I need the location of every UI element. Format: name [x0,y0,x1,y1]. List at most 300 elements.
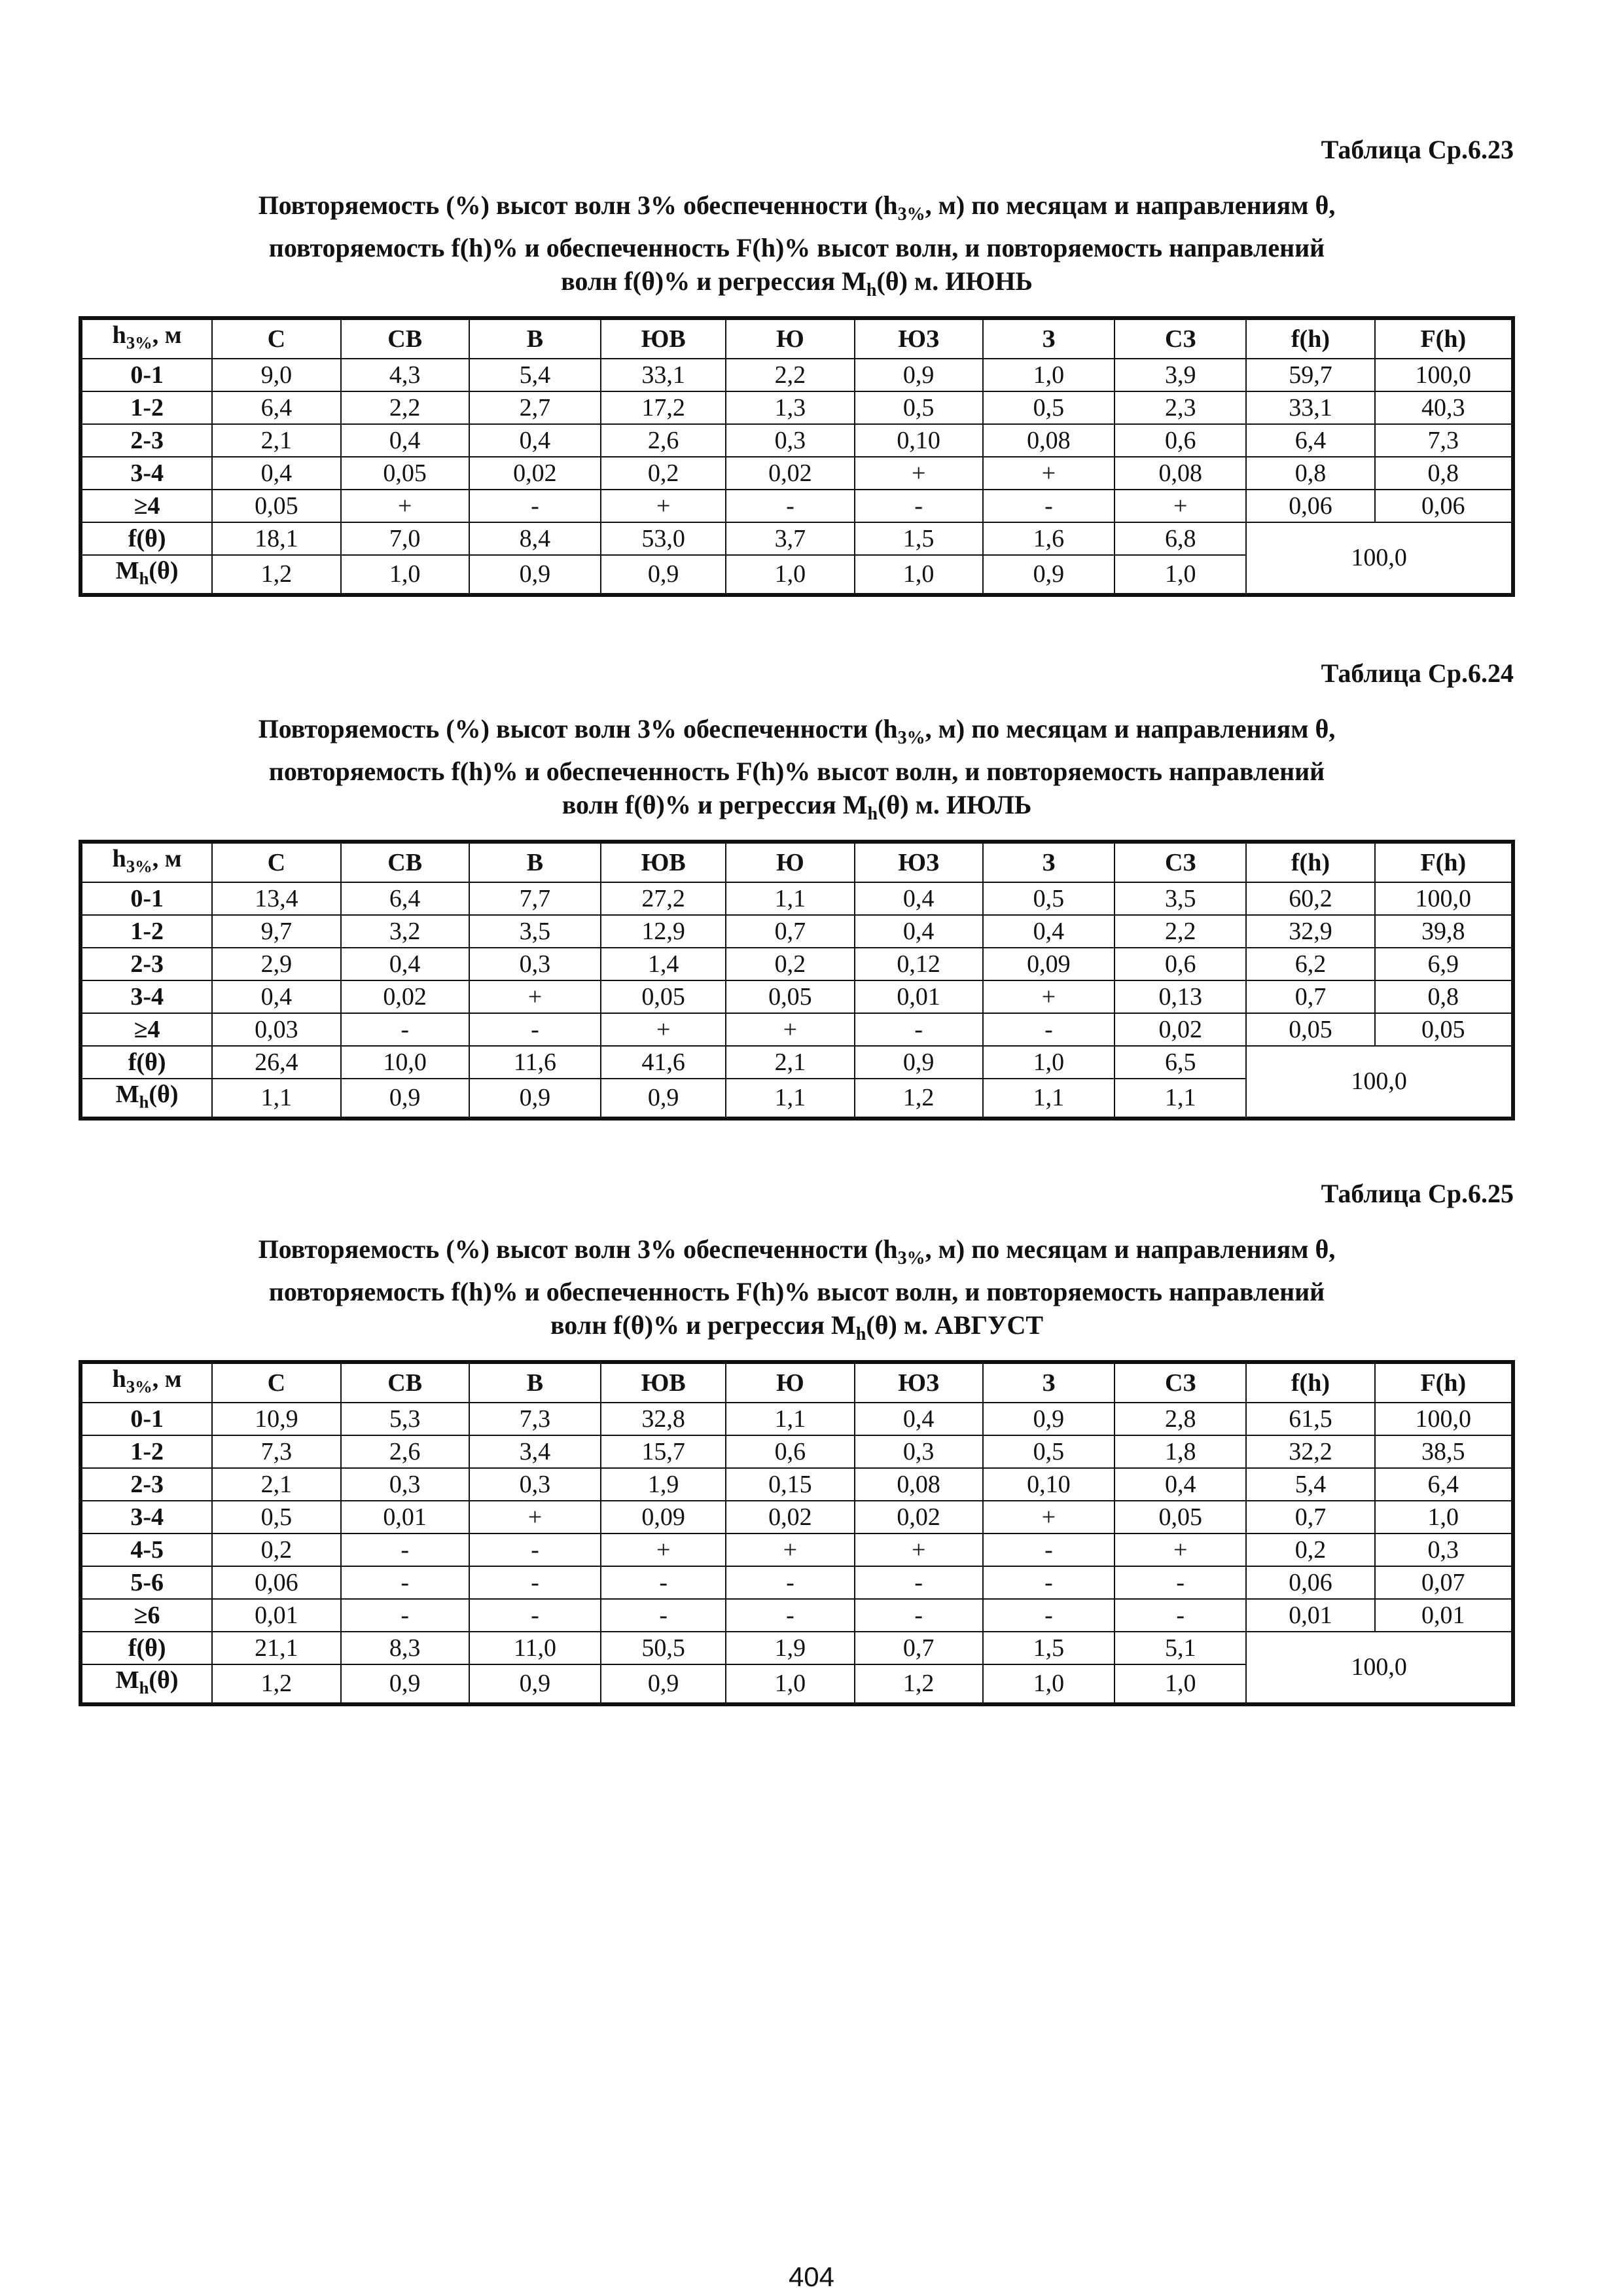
table-cell: 0,06 [212,1566,340,1599]
table-row [80,915,1513,948]
table-cell: - [601,1566,726,1599]
table-cell: 0,02 [469,457,601,490]
table-cell: + [726,1534,854,1566]
column-header: СЗ [1115,318,1246,359]
table-cell: 6,4 [1375,1468,1513,1501]
table-cell: 1,0 [726,1664,854,1705]
table-cell: 0,4 [855,915,983,948]
table-cell: 1,6 [983,522,1115,555]
column-header: С [212,842,340,882]
table-cell: 0,3 [855,1435,983,1468]
table-cell: 0,08 [983,424,1115,457]
table-cell: 0,9 [855,1046,983,1079]
table-cell: 7,3 [469,1403,601,1435]
table-cell: 0,02 [726,457,854,490]
table-cell: 0,13 [1115,980,1246,1013]
table-cell: 3,4 [469,1435,601,1468]
table-cell: 1,0 [341,555,469,596]
table-cell: 0,9 [855,359,983,391]
table-cell: 41,6 [601,1046,726,1079]
table-cell: 61,5 [1246,1403,1374,1435]
table-cell: 0,4 [341,424,469,457]
table-cell: 2,2 [341,391,469,424]
table-cell: 0,05 [1115,1501,1246,1534]
caption-line: повторяемость f(h)% и обеспеченность F(h)% высот волн, и повторяемость направлений [268,233,1325,262]
table-cell: 0,10 [855,424,983,457]
table-cell: 0,2 [212,1534,340,1566]
table-cell: 0,9 [469,555,601,596]
table-cell: 100,0 [1375,1403,1513,1435]
table-cell: 1,1 [726,1079,854,1119]
table-cell: 0,4 [983,915,1115,948]
table-cell: 0,4 [212,980,340,1013]
table-cell: 2,1 [212,424,340,457]
table-cell: - [726,1599,854,1632]
table-caption [79,712,1515,831]
table-cell: 0,02 [1115,1013,1246,1046]
table-row [80,1403,1513,1435]
table-header [80,318,1513,359]
table-cell: 0,9 [469,1079,601,1119]
column-header: ЮВ [601,318,726,359]
table-cell: - [341,1599,469,1632]
table-cell: 0,2 [726,948,854,980]
column-header: F(h) [1375,318,1513,359]
column-header: Ю [726,842,854,882]
table-cell: 21,1 [212,1632,340,1664]
table-cell: 0,05 [1375,1013,1513,1046]
table-cell: 1,1 [726,1403,854,1435]
row-header-cell: 5-6 [80,1566,212,1599]
table-cell: 1,5 [855,522,983,555]
table-cell: + [983,457,1115,490]
column-header: СЗ [1115,842,1246,882]
table-cell: + [601,1013,726,1046]
column-header: СВ [341,1362,469,1403]
table-cell: 3,5 [1115,882,1246,915]
table-cell: 1,1 [1115,1079,1246,1119]
table-cell: 5,3 [341,1403,469,1435]
table-cell: 1,2 [212,1664,340,1705]
column-header: F(h) [1375,842,1513,882]
table-row [80,948,1513,980]
table-cell: 33,1 [1246,391,1374,424]
header-row [80,1362,1513,1403]
table-cell: 26,4 [212,1046,340,1079]
table-body [80,1403,1513,1705]
table-cell: 0,02 [855,1501,983,1534]
table-cell: 0,9 [601,1664,726,1705]
table-cell: 7,0 [341,522,469,555]
column-header: ЮЗ [855,1362,983,1403]
table-cell: 0,8 [1246,457,1374,490]
table-cell: - [983,1534,1115,1566]
table-cell: 9,7 [212,915,340,948]
column-header: З [983,1362,1115,1403]
table-row [80,359,1513,391]
caption-line: повторяемость f(h)% и обеспеченность F(h)% высот волн, и повторяемость направлений [268,1277,1325,1306]
table-cell: 0,5 [212,1501,340,1534]
table-cell: 1,2 [855,1079,983,1119]
data-table [79,1360,1515,1706]
table-cell: + [601,1534,726,1566]
total-cell: 100,0 [1246,1046,1513,1119]
table-cell: 4,3 [341,359,469,391]
table-body [80,359,1513,596]
table-cell: 1,3 [726,391,854,424]
table-cell: 6,4 [212,391,340,424]
table-row [80,457,1513,490]
table-caption [79,1232,1515,1351]
row-header-cell: ≥4 [80,1013,212,1046]
table-cell: 40,3 [1375,391,1513,424]
column-header: F(h) [1375,1362,1513,1403]
table-cell: 8,4 [469,522,601,555]
table-label: Таблица Ср.6.25 [1321,1179,1514,1208]
table-cell: + [855,1534,983,1566]
table-cell: 0,08 [855,1468,983,1501]
table-cell: 0,06 [1375,490,1513,522]
table-cell: 1,0 [983,1046,1115,1079]
table-cell: 5,4 [469,359,601,391]
table-cell: 0,3 [341,1468,469,1501]
table-cell: 6,5 [1115,1046,1246,1079]
table-cell: 3,9 [1115,359,1246,391]
row-header-cell: 0-1 [80,359,212,391]
column-header: $h_{3\%}$, м [80,842,212,882]
caption-line: волн f(θ)% и регрессия $M_h(\theta)$ м. ИЮНЬ [561,266,1033,300]
table-cell: 0,4 [341,948,469,980]
table-cell: 2,2 [1115,915,1246,948]
table-cell: - [469,1013,601,1046]
table-header [80,842,1513,882]
table-cell: 1,9 [601,1468,726,1501]
table-cell: 0,02 [341,980,469,1013]
row-header-cell: $M_h(\theta)$ [80,555,212,596]
table-row [80,882,1513,915]
table-cell: 0,09 [601,1501,726,1534]
table-cell: + [469,980,601,1013]
table-cell: - [341,1566,469,1599]
table-cell: 32,8 [601,1403,726,1435]
table-cell: 0,15 [726,1468,854,1501]
table-cell: 1,1 [726,882,854,915]
table-cell: 0,9 [983,555,1115,596]
table-cell: 0,5 [983,1435,1115,1468]
table-cell: + [341,490,469,522]
table-row [80,1468,1513,1501]
table-cell: - [983,1566,1115,1599]
total-cell: 100,0 [1246,522,1513,596]
row-header-cell: ≥6 [80,1599,212,1632]
table-cell: 2,6 [341,1435,469,1468]
direction-frequency-row [80,1632,1513,1664]
column-header: С [212,318,340,359]
table-cell: 2,2 [726,359,854,391]
table-cell: 0,9 [601,555,726,596]
table-cell: - [1115,1599,1246,1632]
page-number: 404 [788,2261,835,2292]
table-cell: 0,3 [1375,1534,1513,1566]
table-cell: 0,9 [601,1079,726,1119]
table-cell: 0,4 [212,457,340,490]
table-cell: 2,6 [601,424,726,457]
total-cell: 100,0 [1246,1632,1513,1705]
row-header-cell: 0-1 [80,1403,212,1435]
table-cell: 0,01 [855,980,983,1013]
table-cell: 0,7 [1246,980,1374,1013]
column-header: В [469,842,601,882]
header-row [80,842,1513,882]
table-cell: - [855,1599,983,1632]
table-cell: - [469,1534,601,1566]
column-header: ЮЗ [855,318,983,359]
data-table [79,840,1515,1121]
table-cell: - [341,1534,469,1566]
column-header: СВ [341,318,469,359]
table-cell: 2,1 [212,1468,340,1501]
table-cell: 9,0 [212,359,340,391]
table-cell: 0,05 [1246,1013,1374,1046]
table-cell: 0,12 [855,948,983,980]
caption-line: Повторяемость (%) высот волн 3% обеспеченности ($h_{3\%}$, м) по месяцам и направлениям θ, [258,1234,1336,1268]
table-cell: 0,6 [1115,424,1246,457]
caption-line: повторяемость f(h)% и обеспеченность F(h)% высот волн, и повторяемость направлений [268,757,1325,786]
row-header-cell: f(θ) [80,522,212,555]
table-cell: - [983,1599,1115,1632]
table-cell: + [1115,490,1246,522]
table-cell: 60,2 [1246,882,1374,915]
table-cell: 0,09 [983,948,1115,980]
table-cell: 0,06 [1246,1566,1374,1599]
caption-line: Повторяемость (%) высот волн 3% обеспеченности ($h_{3\%}$, м) по месяцам и направлениям θ, [258,190,1336,224]
table-cell: 5,1 [1115,1632,1246,1664]
table-cell: 0,9 [341,1079,469,1119]
table-cell: 0,9 [341,1664,469,1705]
table-cell: 13,4 [212,882,340,915]
row-header-cell: ≥4 [80,490,212,522]
table-cell: 1,2 [855,1664,983,1705]
table-cell: 0,01 [341,1501,469,1534]
column-header: f(h) [1246,842,1374,882]
table-cell: 0,3 [469,1468,601,1501]
row-header-cell: 1-2 [80,391,212,424]
table-row [80,1534,1513,1566]
table-cell: 0,4 [469,424,601,457]
row-header-cell: 2-3 [80,424,212,457]
table-cell: 1,0 [983,1664,1115,1705]
table-cell: 0,7 [1246,1501,1374,1534]
row-header-cell: $M_h(\theta)$ [80,1079,212,1119]
table-cell: 11,6 [469,1046,601,1079]
table-cell: 7,3 [1375,424,1513,457]
table-cell: 100,0 [1375,359,1513,391]
table-cell: 0,01 [1246,1599,1374,1632]
table-row [80,490,1513,522]
table-cell: 39,8 [1375,915,1513,948]
table-cell: 0,07 [1375,1566,1513,1599]
table-cell: 1,0 [1375,1501,1513,1534]
table-cell: 0,05 [726,980,854,1013]
table-cell: - [983,490,1115,522]
table-cell: 2,9 [212,948,340,980]
table-cell: 0,2 [601,457,726,490]
table-cell: 11,0 [469,1632,601,1664]
table-cell: - [726,1566,854,1599]
table-cell: 3,2 [341,915,469,948]
table-row [80,1566,1513,1599]
table-cell: 0,9 [469,1664,601,1705]
table-row [80,1501,1513,1534]
table-cell: 1,1 [983,1079,1115,1119]
caption-line: волн f(θ)% и регрессия $M_h(\theta)$ м. ИЮЛЬ [562,790,1032,824]
table-cell: - [601,1599,726,1632]
table-cell: + [1115,1534,1246,1566]
table-cell: 33,1 [601,359,726,391]
table-cell: + [855,457,983,490]
table-cell: 0,05 [212,490,340,522]
table-cell: 0,4 [855,882,983,915]
table-cell: 10,9 [212,1403,340,1435]
data-table [79,316,1515,597]
table-cell: 0,05 [341,457,469,490]
row-header-cell: 3-4 [80,457,212,490]
table-cell: - [983,1013,1115,1046]
table-cell: 10,0 [341,1046,469,1079]
table-caption [79,188,1515,307]
table-block-6-25 [79,1178,1515,1706]
table-cell: + [983,1501,1115,1534]
table-cell: + [469,1501,601,1534]
table-cell: 6,4 [1246,424,1374,457]
row-header-cell: 2-3 [80,1468,212,1501]
column-header: СВ [341,842,469,882]
table-cell: 0,8 [1375,980,1513,1013]
column-header: ЮЗ [855,842,983,882]
table-block-6-23 [79,134,1515,597]
row-header-cell: 1-2 [80,915,212,948]
column-header: З [983,842,1115,882]
table-cell: 1,0 [726,555,854,596]
table-row [80,424,1513,457]
row-header-cell: 0-1 [80,882,212,915]
table-cell: 50,5 [601,1632,726,1664]
table-cell: 1,0 [1115,1664,1246,1705]
table-cell: 0,6 [726,1435,854,1468]
table-cell: 1,1 [212,1079,340,1119]
column-header: С [212,1362,340,1403]
table-header [80,1362,1513,1403]
table-cell: + [983,980,1115,1013]
table-cell: - [855,490,983,522]
table-cell: - [341,1013,469,1046]
table-cell: 1,8 [1115,1435,1246,1468]
table-cell: 8,3 [341,1632,469,1664]
table-cell: 0,7 [726,915,854,948]
table-cell: - [726,490,854,522]
table-cell: 0,2 [1246,1534,1374,1566]
table-block-6-24 [79,658,1515,1121]
table-cell: 2,1 [726,1046,854,1079]
table-cell: 1,5 [983,1632,1115,1664]
table-cell: 32,9 [1246,915,1374,948]
table-cell: 2,3 [1115,391,1246,424]
table-cell: 0,8 [1375,457,1513,490]
table-cell: 38,5 [1375,1435,1513,1468]
table-body [80,882,1513,1119]
table-cell: 27,2 [601,882,726,915]
table-cell: - [469,490,601,522]
table-cell: 7,7 [469,882,601,915]
table-cell: 0,01 [212,1599,340,1632]
column-header: СЗ [1115,1362,1246,1403]
table-cell: 1,0 [855,555,983,596]
table-cell: 7,3 [212,1435,340,1468]
table-cell: 6,9 [1375,948,1513,980]
table-cell: - [855,1566,983,1599]
column-header: $h_{3\%}$, м [80,318,212,359]
row-header-cell: $M_h(\theta)$ [80,1664,212,1705]
table-cell: 0,6 [1115,948,1246,980]
table-cell: 0,10 [983,1468,1115,1501]
row-header-cell: 3-4 [80,1501,212,1534]
table-cell: 0,05 [601,980,726,1013]
table-label: Таблица Ср.6.23 [1321,135,1514,164]
table-cell: 0,7 [855,1632,983,1664]
table-cell: - [855,1013,983,1046]
row-header-cell: 2-3 [80,948,212,980]
table-cell: 0,02 [726,1501,854,1534]
table-cell: 0,06 [1246,490,1374,522]
table-cell: 2,8 [1115,1403,1246,1435]
table-cell: 0,5 [855,391,983,424]
table-cell: 17,2 [601,391,726,424]
table-cell: 3,5 [469,915,601,948]
table-cell: 1,9 [726,1632,854,1664]
table-cell: 53,0 [601,522,726,555]
table-cell: 0,08 [1115,457,1246,490]
table-cell: 15,7 [601,1435,726,1468]
table-cell: 3,7 [726,522,854,555]
table-cell: 0,01 [1375,1599,1513,1632]
direction-frequency-row [80,1046,1513,1079]
column-header: ЮВ [601,842,726,882]
table-cell: 0,5 [983,391,1115,424]
table-cell: + [601,490,726,522]
table-cell: - [1115,1566,1246,1599]
table-cell: 0,4 [855,1403,983,1435]
table-row [80,391,1513,424]
table-row [80,1013,1513,1046]
column-header: ЮВ [601,1362,726,1403]
table-cell: 18,1 [212,522,340,555]
table-cell: 1,0 [983,359,1115,391]
table-cell: 0,3 [469,948,601,980]
table-cell: 1,4 [601,948,726,980]
table-cell: 0,9 [983,1403,1115,1435]
row-header-cell: f(θ) [80,1046,212,1079]
table-row [80,1599,1513,1632]
table-row [80,980,1513,1013]
table-cell: 1,0 [1115,555,1246,596]
table-cell: 12,9 [601,915,726,948]
table-label: Таблица Ср.6.24 [1321,658,1514,688]
column-header: В [469,318,601,359]
caption-line: Повторяемость (%) высот волн 3% обеспеченности ($h_{3\%}$, м) по месяцам и направлениям θ, [258,714,1336,748]
table-cell: 6,8 [1115,522,1246,555]
column-header: $h_{3\%}$, м [80,1362,212,1403]
table-cell: - [469,1599,601,1632]
